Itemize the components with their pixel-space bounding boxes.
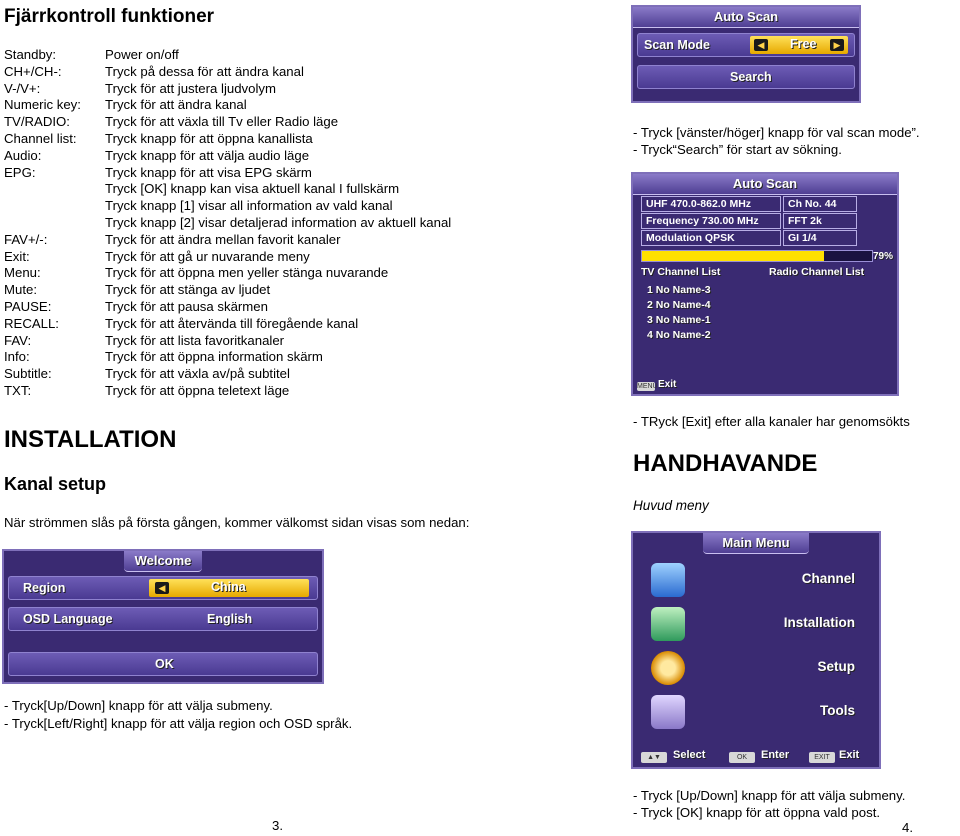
remote-function-row — [4, 249, 451, 266]
menu-item-label: Installation — [783, 615, 855, 630]
region-row[interactable] — [8, 576, 318, 600]
region-value: China — [211, 580, 246, 594]
huvud-meny-subheading: Huvud meny — [633, 498, 709, 513]
page-number-4: 4. — [902, 820, 913, 835]
search-row[interactable] — [637, 65, 855, 89]
tv-channel-list-label: TV Channel List — [641, 266, 721, 278]
scan-mode-value: Free — [790, 37, 817, 51]
scan-progress-label: 79% — [873, 251, 894, 262]
remote-function-row — [4, 232, 451, 249]
scan-mode-row[interactable] — [637, 33, 855, 57]
remote-key-label: Audio: — [4, 147, 42, 163]
scan-mode-selector[interactable] — [750, 36, 848, 54]
channel-item: 3 No Name-1 — [647, 314, 711, 326]
note-right-1: - Tryck [vänster/höger] knapp för val scan mode”. — [633, 125, 920, 140]
intro-text: När strömmen slås på första gången, kommer välkomst sidan visas som nedan: — [4, 515, 470, 530]
remote-key-label: TXT: — [4, 382, 32, 398]
auto-scan-title: Auto Scan — [713, 9, 779, 24]
info-uhf: UHF 470.0-862.0 MHz — [641, 196, 781, 212]
remote-key-label: Exit: — [4, 248, 30, 264]
ok-button[interactable]: OK — [155, 657, 174, 671]
menu-item-label: Setup — [817, 659, 855, 674]
remote-function-row — [4, 81, 451, 98]
remote-function-row — [4, 349, 451, 366]
remote-function-list — [4, 47, 451, 400]
menu-item-channel[interactable] — [639, 559, 873, 601]
exit-key-icon: EXIT — [809, 752, 835, 763]
remote-function-row — [4, 333, 451, 350]
radio-channel-list-label: Radio Channel List — [769, 266, 865, 278]
remote-function-row — [4, 282, 451, 299]
right-arrow-icon[interactable]: ▶ — [830, 39, 844, 51]
remote-key-description: Tryck knapp för att visa EPG skärm — [105, 164, 312, 180]
up-down-key-icon: ▲▼ — [641, 752, 667, 763]
remote-key-description: Tryck för att ändra kanal — [105, 97, 247, 113]
remote-key-label: V-/V+: — [4, 80, 41, 96]
remote-key-label — [4, 215, 105, 232]
info-frequency: Frequency 730.00 MHz — [641, 213, 781, 229]
osd-language-value: English — [207, 612, 253, 626]
remote-key-label: EPG: — [4, 164, 36, 180]
channel-item: 1 No Name-3 — [647, 284, 711, 296]
channel-item: 4 No Name-2 — [647, 329, 711, 341]
remote-key-description: Tryck för att justera ljudvolym — [105, 80, 276, 96]
page-title: Fjärrkontroll funktioner — [4, 6, 215, 27]
remote-key-description: Tryck för att stänga av ljudet — [105, 282, 271, 298]
remote-key-label — [4, 198, 105, 215]
remote-function-row — [4, 114, 451, 131]
remote-key-description: Tryck för att gå ur nuvarande meny — [105, 248, 310, 264]
info-fft: FFT 2k — [783, 213, 857, 229]
welcome-title: Welcome — [134, 553, 192, 568]
menu-key-icon: MENU — [637, 383, 658, 390]
main-menu-screen — [631, 531, 881, 769]
osd-language-label: OSD Language — [23, 612, 113, 626]
region-selector[interactable] — [149, 579, 309, 597]
remote-key-description: Tryck för att öppna teletext läge — [105, 382, 290, 398]
remote-function-row — [4, 181, 451, 198]
remote-key-label: Subtitle: — [4, 366, 52, 382]
installation-heading: INSTALLATION — [4, 426, 177, 453]
remote-key-description: Tryck knapp [2] visar detaljerad information av aktuell kanal — [105, 214, 452, 230]
gear-icon — [651, 651, 685, 685]
channel-item: 2 No Name-4 — [647, 299, 711, 311]
menu-item-installation[interactable] — [639, 603, 873, 645]
remote-key-label: FAV: — [4, 332, 32, 348]
satellite-icon — [651, 607, 685, 641]
remote-function-row — [4, 148, 451, 165]
remote-key-description: Tryck för att växla av/på subtitel — [105, 366, 290, 382]
enter-hint: Enter — [761, 749, 790, 761]
info-ch-no: Ch No. 44 — [783, 196, 857, 212]
remote-key-description: Tryck för att öppna men yeller stänga nuvarande — [105, 265, 389, 281]
left-arrow-icon[interactable]: ◀ — [155, 582, 169, 594]
remote-key-description: Tryck för att öppna information skärm — [105, 349, 323, 365]
scan-mode-label: Scan Mode — [644, 38, 710, 52]
remote-key-label: Channel list: — [4, 130, 77, 146]
note-right-3: - TRyck [Exit] efter alla kanaler har genomsökts — [633, 414, 910, 429]
remote-key-description: Power on/off — [105, 47, 179, 62]
menu-item-label: Tools — [820, 703, 855, 718]
left-arrow-icon[interactable]: ◀ — [754, 39, 768, 51]
toolbox-icon — [651, 695, 685, 729]
select-hint: Select — [673, 749, 706, 761]
remote-key-label: Standby: — [4, 47, 57, 62]
exit-hint: Exit — [839, 749, 860, 761]
auto-scan-progress-screen — [631, 172, 899, 396]
remote-function-row — [4, 299, 451, 316]
auto-scan-progress-title: Auto Scan — [732, 176, 798, 191]
ok-row[interactable] — [8, 652, 318, 676]
remote-key-label: Numeric key: — [4, 97, 81, 113]
note-right-5: - Tryck [OK] knapp för att öppna vald post. — [633, 805, 881, 820]
main-menu-title: Main Menu — [722, 535, 790, 550]
remote-key-description: Tryck knapp [1] visar all information av vald kanal — [105, 198, 393, 214]
note-left-2: - Tryck[Left/Right] knapp för att välja region och OSD språk. — [4, 716, 353, 731]
tv-icon — [651, 563, 685, 597]
remote-function-row — [4, 198, 451, 215]
note-left-1: - Tryck[Up/Down] knapp för att välja submeny. — [4, 698, 273, 713]
remote-key-label: FAV+/-: — [4, 231, 48, 247]
scan-progress-fill — [642, 251, 824, 261]
remote-key-label: TV/RADIO: — [4, 114, 70, 130]
exit-hint: Exit — [658, 379, 677, 390]
remote-function-row — [4, 383, 451, 400]
remote-function-row — [4, 366, 451, 383]
remote-key-label: RECALL: — [4, 315, 59, 331]
ok-key-icon: OK — [729, 752, 755, 763]
osd-language-row[interactable] — [8, 607, 318, 631]
remote-function-row — [4, 97, 451, 114]
note-right-4: - Tryck [Up/Down] knapp för att välja submeny. — [633, 788, 906, 803]
remote-key-label: CH+/CH-: — [4, 63, 62, 79]
remote-function-row — [4, 215, 451, 232]
remote-function-row — [4, 131, 451, 148]
remote-function-row — [4, 265, 451, 282]
remote-function-row — [4, 165, 451, 182]
menu-item-label: Channel — [801, 571, 855, 586]
remote-key-label — [4, 181, 105, 198]
remote-key-description: Tryck knapp för att öppna kanallista — [105, 130, 313, 146]
remote-key-description: Tryck för att ändra mellan favorit kanaler — [105, 231, 341, 247]
menu-item-tools[interactable] — [639, 691, 873, 733]
remote-key-label: Menu: — [4, 265, 41, 281]
remote-function-row — [4, 64, 451, 81]
remote-function-row — [4, 47, 451, 64]
handhavande-heading: HANDHAVANDE — [633, 450, 818, 477]
remote-key-description: Tryck för att växla till Tv eller Radio läge — [105, 114, 339, 130]
remote-key-description: Tryck för att pausa skärmen — [105, 298, 268, 314]
info-modulation: Modulation QPSK — [641, 230, 781, 246]
remote-key-description: Tryck för att lista favoritkanaler — [105, 332, 285, 348]
remote-key-label: Mute: — [4, 282, 37, 298]
remote-key-description: Tryck för att återvända till föregående kanal — [105, 315, 359, 331]
remote-key-label: PAUSE: — [4, 298, 52, 314]
note-right-2: - Tryck“Search” för start av sökning. — [633, 142, 842, 157]
info-gi: GI 1/4 — [783, 230, 857, 246]
remote-key-label: Info: — [4, 349, 30, 365]
menu-item-setup[interactable] — [639, 647, 873, 689]
remote-key-description: Tryck knapp för att välja audio läge — [105, 147, 310, 163]
region-label: Region — [23, 581, 66, 595]
remote-function-row — [4, 316, 451, 333]
welcome-screen — [2, 549, 324, 684]
remote-key-description: Tryck på dessa för att ändra kanal — [105, 63, 304, 79]
remote-key-description: Tryck [OK] knapp kan visa aktuell kanal I fullskärm — [105, 181, 400, 197]
scan-progress-bar — [641, 250, 873, 262]
kanal-setup-heading: Kanal setup — [4, 474, 107, 494]
search-button[interactable]: Search — [730, 70, 772, 84]
page-number-3: 3. — [272, 818, 283, 833]
auto-scan-mode-screen — [631, 5, 861, 103]
